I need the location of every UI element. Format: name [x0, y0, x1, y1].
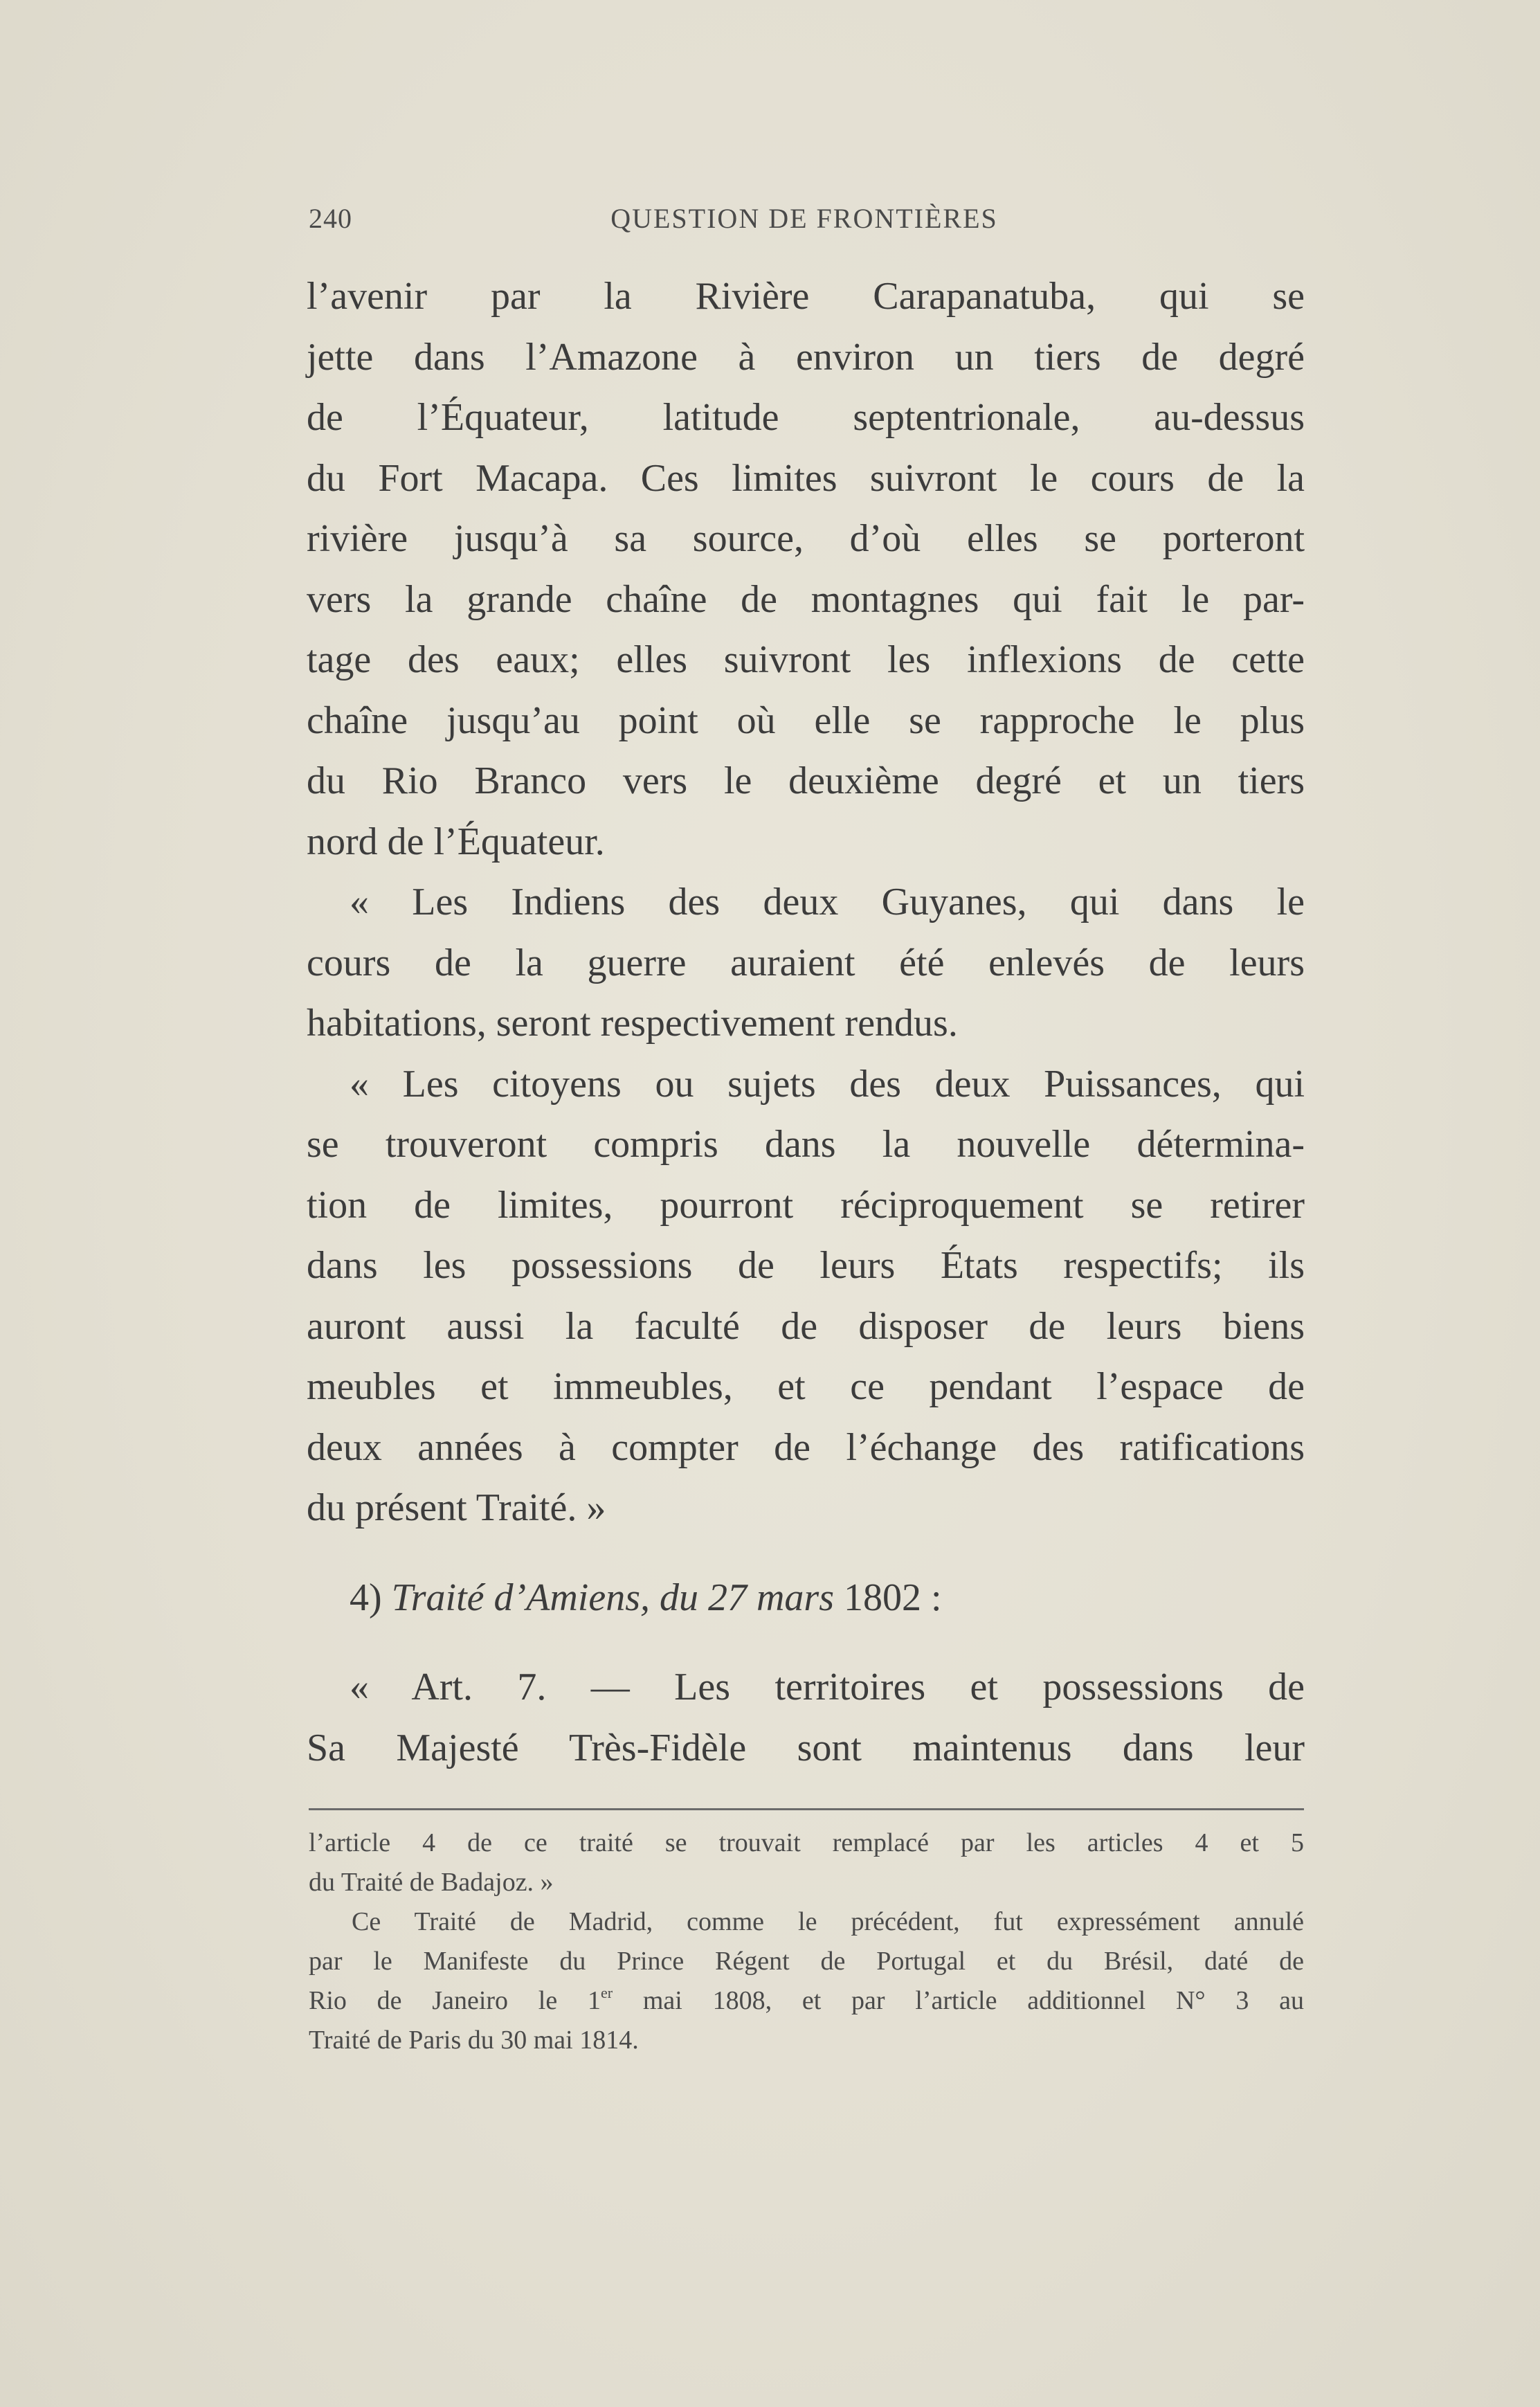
footnote-line: l’article 4 de ce traité se trouvait remplacé par les articles 4 et 5	[309, 1828, 1304, 1857]
text-line: « Art. 7. — Les territoires et possessions de	[350, 1666, 1305, 1709]
text-line: « Les Indiens des deux Guyanes, qui dans le	[350, 881, 1305, 923]
heading-year: 1802 :	[844, 1576, 942, 1619]
footnote-line	[309, 1981, 1304, 2021]
text-line: tion de limites, pourront réciproquement se retirer	[307, 1183, 1305, 1227]
text-line: l’avenir par la Rivière Carapanatuba, qui se	[307, 275, 1305, 318]
paragraph-1	[307, 267, 1305, 872]
text-line: du présent Traité. »	[307, 1486, 606, 1529]
text-line: nord de l’Équateur.	[307, 820, 605, 863]
footnote-line: par le Manifeste du Prince Régent de Portugal et du Brésil, daté de	[309, 1947, 1304, 1976]
paragraph-3	[307, 1054, 1305, 1539]
text-line: meubles et immeubles, et ce pendant l’espace de	[307, 1365, 1305, 1408]
footnote-line: Ce Traité de Madrid, comme le précédent, fut expressément annulé	[352, 1907, 1304, 1936]
text-line: vers la grande chaîne de montagnes qui fait le par-	[307, 577, 1305, 621]
running-head	[309, 202, 1300, 244]
text-line: Sa Majesté Très-Fidèle sont maintenus dans leur	[307, 1726, 1305, 1769]
section-heading	[307, 1568, 1305, 1629]
paragraph-2	[307, 872, 1305, 1054]
text-line: auront aussi la faculté de disposer de leurs biens	[307, 1304, 1305, 1348]
running-title: QUESTION DE FRONTIÈRES	[610, 203, 998, 234]
paragraph-4	[307, 1657, 1305, 1778]
main-text	[307, 267, 1305, 1778]
text-line: chaîne jusqu’au point où elle se rapproche le plus	[307, 698, 1305, 742]
page-number: 240	[309, 203, 352, 234]
text-line: tage des eaux; elles suivront les inflexions de cette	[307, 638, 1305, 681]
footnote-line: Traité de Paris du 30 mai 1814.	[309, 2026, 639, 2055]
footnote-line: du Traité de Badajoz. »	[309, 1868, 554, 1897]
text-line: rivière jusqu’à sa source, d’où elles se porteront	[307, 517, 1305, 560]
text-line: du Rio Branco vers le deuxième degré et un tiers	[307, 759, 1305, 802]
footnotes	[309, 1823, 1304, 2060]
footnote-text: mai 1808, et par l’article additionnel N° 3 au	[613, 1986, 1304, 2015]
text-line: deux années à compter de l’échange des ratifications	[307, 1425, 1305, 1469]
heading-title: Traité d’Amiens, du 27 mars	[391, 1576, 835, 1619]
text-line: du Fort Macapa. Ces limites suivront le cours de la	[307, 456, 1305, 500]
text-line: dans les possessions de leurs États respectifs; ils	[307, 1244, 1305, 1287]
heading-number: 4)	[350, 1576, 382, 1619]
text-line: cours de la guerre auraient été enlevés de leurs	[307, 941, 1305, 984]
footnote-superscript: er	[600, 1984, 613, 2001]
text-line: habitations, seront respectivement rendus.	[307, 1002, 958, 1045]
text-line: « Les citoyens ou sujets des deux Puissances, qui	[350, 1062, 1305, 1106]
footnote-text: Rio de Janeiro le 1	[309, 1986, 601, 2015]
text-line: de l’Équateur, latitude septentrionale, au-dessus	[307, 396, 1305, 439]
text-line: jette dans l’Amazone à environ un tiers de degré	[307, 335, 1305, 379]
footnote-divider	[309, 1808, 1304, 1810]
text-line: se trouveront compris dans la nouvelle détermina-	[307, 1123, 1305, 1166]
